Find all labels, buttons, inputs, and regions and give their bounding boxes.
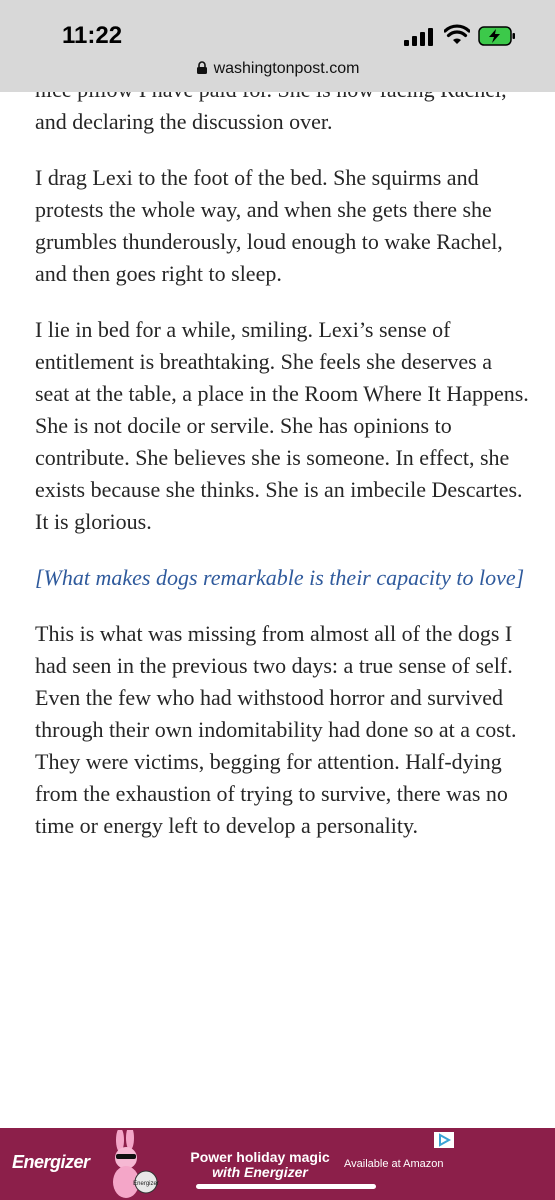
article-body [35,74,530,866]
signal-icon [404,28,434,46]
browser-header [0,0,555,92]
ad-headline [180,1150,340,1180]
article-paragraph: I drag Lexi to the foot of the bed. She squirms and protests the whole way, and when she gets there she grumbles thunderously, loud enough to wake Rachel, and then goes right to sleep. [35,165,503,286]
ad-choices-icon[interactable] [434,1132,454,1148]
svg-text:Energizer: Energizer [133,1181,159,1187]
ad-headline-line2: with Energizer [212,1164,308,1180]
battery-charging-icon [478,26,516,46]
article-paragraph: I lie in bed for a while, smiling. Lexi’s sense of entitlement is breathtaking. She feels she deserves a seat at the table, a place in the Room Where It Happens. She is not docile or servile. She has opinions to contribute. She believes she is someone. In effect, she exists because she thinks. She is an imbecile Descartes. It is glorious. [35,317,529,534]
lock-icon [196,61,208,74]
energizer-ad-banner[interactable] [0,1128,555,1200]
article-paragraph: This is what was missing from almost all of the dogs I had seen in the previous two days: a true sense of self. Even the few who had withstood horror and survived through their own indomitability had done so at a cost. They were victims, begging for attention. Half-dying from the exhaustion of trying to survive, there was no time or energy left to develop a personality. [35,621,517,838]
status-time: 11:22 [62,22,123,49]
url-text: washingtonpost.com [213,60,360,77]
wifi-icon [444,24,470,46]
ad-progress-bar [196,1184,376,1189]
ad-cta-text[interactable]: Available at Amazon [344,1158,444,1170]
ad-headline-line1: Power holiday magic [190,1149,330,1165]
related-article-link[interactable]: [What makes dogs remarkable is their capacity to love] [35,565,525,590]
article-paragraph: and declaring the discussion over. [35,109,333,134]
address-bar[interactable] [0,60,555,78]
ad-brand-logo: Energizer [12,1152,90,1172]
energizer-bunny-icon [96,1130,180,1200]
